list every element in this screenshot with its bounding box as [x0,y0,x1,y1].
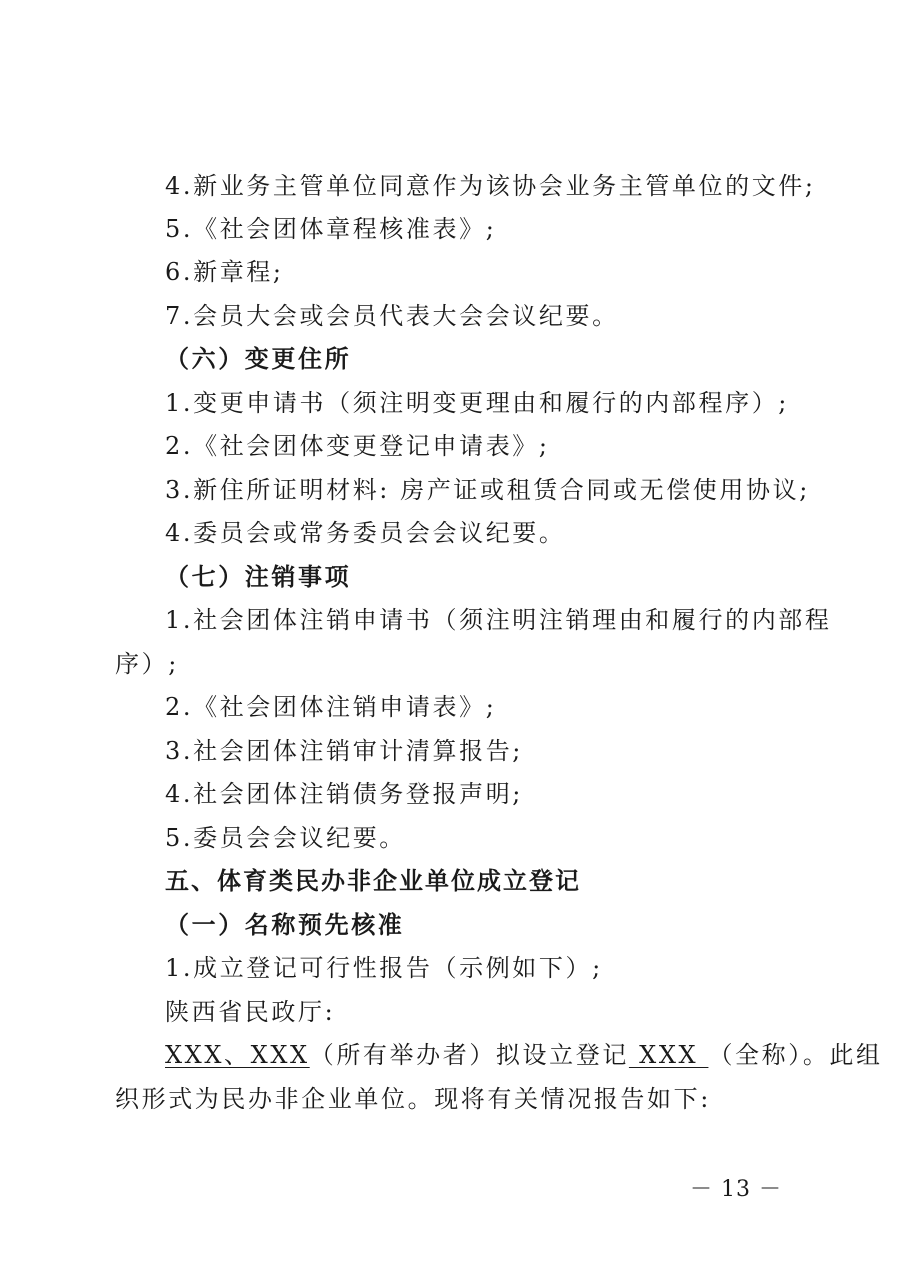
text-line: 1.变更申请书（须注明变更理由和履行的内部程序）; [165,389,789,417]
text-line: 织形式为民办非企业单位。现将有关情况报告如下: [115,1085,711,1113]
text-line: 3.新住所证明材料: 房产证或租赁合同或无偿使用协议; [165,476,810,504]
text-line: 5.《社会团体章程核准表》; [165,215,497,243]
section-heading-cancellation: （七）注销事项 [165,562,352,591]
text-line: 4.新业务主管单位同意作为该协会业务主管单位的文件; [165,172,816,200]
text-line: 4.社会团体注销债务登报声明; [165,780,523,808]
text-line: 3.社会团体注销审计清算报告; [165,737,523,765]
page-number: － 13 － [690,1177,782,1202]
report-line [165,1039,883,1071]
text-line: 2.《社会团体变更登记申请表》; [165,432,550,460]
addressee-line: 陕西省民政厅: [165,998,336,1026]
text-line: 7.会员大会或会员代表大会会议纪要。 [165,302,619,330]
text-line: 1.社会团体注销申请书（须注明注销理由和履行的内部程 [165,606,832,634]
chapter-heading: 五、体育类民办非企业单位成立登记 [165,867,581,895]
text-line: 序）; [115,650,179,678]
text-line: 2.《社会团体注销申请表》; [165,693,497,721]
section-heading-change-address: （六）变更住所 [165,344,352,373]
report-text-2: （全称）。此组 [708,1041,883,1069]
section-heading-name-approval: （一）名称预先核准 [165,910,405,939]
text-line: 6.新章程; [165,258,284,286]
report-text-1: （所有举办者）拟设立登记 [309,1041,629,1069]
text-line: 4.委员会或常务委员会会议纪要。 [165,519,566,547]
text-line: 5.委员会会议纪要。 [165,824,406,852]
text-line: 1.成立登记可行性报告（示例如下）; [165,954,603,982]
org-name-placeholder: XXX [628,1041,709,1069]
organizers-placeholder: XXX、XXX [165,1041,310,1069]
